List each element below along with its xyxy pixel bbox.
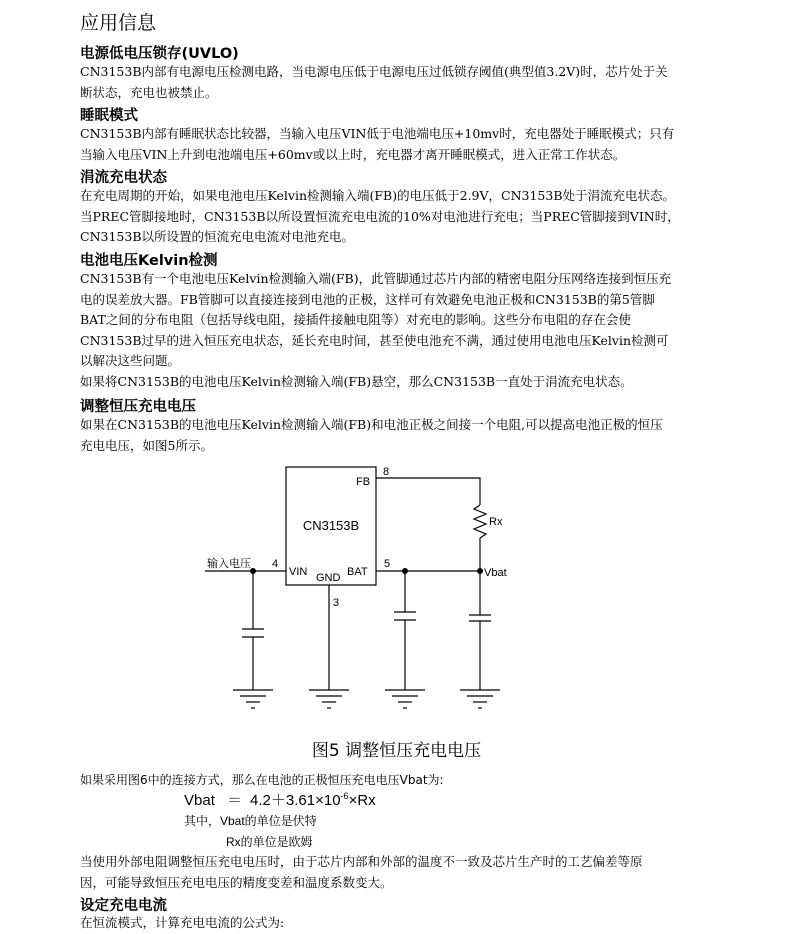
text-line: 当使用外部电阻调整恒压充电电压时，由于芯片内部和外部的温度不一致及芯片生产时的工艺偏差等原: [80, 854, 643, 869]
text-line: 如果在CN3153B的电池电压Kelvin检测输入端(FB)和电池正极之间接一个电阻,可以提高电池正极的恒压: [80, 417, 663, 432]
chip-name: CN3153B: [302, 518, 360, 533]
text-line: 当输入电压VIN上升到电池端电压+60mv或以上时，充电器才离开睡眠模式，进入正常工作状态。: [80, 146, 626, 162]
formula-lhs: Vbat: [184, 792, 215, 809]
formula: [184, 789, 376, 810]
formula-eq: ＝: [227, 792, 243, 809]
text-line: 充电电压，如图5所示。: [80, 437, 213, 453]
ground-symbol: [460, 690, 500, 708]
resistor-label: Rx: [489, 516, 503, 528]
page-title: 应用信息: [80, 12, 157, 34]
text-line: 断状态，充电也被禁止。: [80, 84, 218, 100]
text-line: CN3153B内部有睡眠状态比较器，当输入电压VIN低于电池端电压+10mv时，充电器处于睡眠模式；只有: [80, 126, 675, 141]
text-line: 当PREC管脚接地时，CN3153B以所设置恒流充电电流的10%对电池进行充电；当PREC管脚接到VIN时，: [80, 208, 680, 224]
text-line: BAT之间的分布电阻（包括导线电阻，接插件接触电阻等）对充电的影响。这些分布电阻的存在会使: [80, 312, 631, 327]
fb-wire: [376, 478, 480, 505]
text-line: 如果将CN3153B的电池电压Kelvin检测输入端(FB)悬空，那么CN3153B一直处于涓流充电状态。: [80, 373, 633, 389]
pin-label-vin: VIN: [289, 566, 308, 578]
text-line: CN3153B内部有电源电压检测电路，当电源电压低于电源电压过低锁存阈值(典型值3.2V)时，芯片处于关: [80, 64, 668, 79]
ground-symbol: [385, 690, 425, 708]
pin-number-bat: 5: [384, 558, 391, 570]
kelvin-heading: 电池电压Kelvin检测: [80, 253, 218, 269]
set-current-line: 在恒流模式，计算充电电流的公式为:: [80, 915, 285, 930]
pin-label-bat: BAT: [347, 566, 368, 578]
set-current-heading: 设定充电电流: [80, 898, 167, 914]
text-line: 在充电周期的开始，如果电池电压Kelvin检测输入端(FB)的电压低于2.9V，CN3153B处于涓流充电状态。: [80, 188, 676, 203]
text-line: 以解决这些问题。: [80, 353, 181, 368]
after-paragraph: [80, 852, 720, 893]
figure-caption: 图5 调整恒压充电电压: [311, 741, 482, 761]
adjust-heading: 调整恒压充电电压: [80, 399, 196, 415]
junction-dot: [477, 568, 483, 574]
pin-label-gnd: GND: [316, 572, 341, 584]
input-voltage-label: 输入电压: [207, 558, 251, 570]
formula-rhs-tail: ×Rx: [348, 792, 376, 809]
resistor-rx: [474, 505, 486, 538]
formula-rhs: 4.2＋3.61×10: [250, 792, 341, 809]
text-line: CN3153B过早的进入恒压充电状态，延长充电时间，甚至使电池充不满，通过使用电池电压Kelvin检测可: [80, 332, 669, 348]
trickle-heading: 涓流充电状态: [80, 170, 167, 186]
pin-number-vin: 4: [272, 558, 279, 570]
formula-exponent: -6: [340, 791, 349, 801]
vbat-label: Vbat: [484, 567, 507, 579]
text-line: CN3153B以所设置的恒流充电电流对电池充电。: [80, 229, 354, 244]
sleep-heading: 睡眠模式: [80, 108, 138, 124]
pin-number-gnd: 3: [333, 597, 340, 609]
formula-unit-vbat: 其中，Vbat的单位是伏特: [184, 814, 317, 828]
text-line: 因，可能导致恒压充电电压的精度变差和温度系数变大。: [80, 874, 393, 890]
uvlo-heading: 电源低电压锁存(UVLO): [80, 46, 239, 62]
pin-number-fb: 8: [383, 466, 390, 478]
pin-label-fb: FB: [356, 476, 371, 488]
ground-symbol: [309, 690, 349, 708]
ground-symbol: [233, 690, 273, 708]
formula-unit-rx: Rx的单位是欧姆: [226, 835, 313, 849]
junction-dot: [402, 568, 408, 574]
formula-intro: 如果采用图6中的连接方式，那么在电池的正极恒压充电电压Vbat为:: [80, 773, 444, 787]
text-line: 电的误差放大器。FB管脚可以直接连接到电池的正极，这样可有效避免电池正极和CN3153B的第5管脚: [80, 291, 655, 307]
text-line: CN3153B有一个电池电压Kelvin检测输入端(FB)，此管脚通过芯片内部的精密电阻分压网络连接到恒压充: [80, 271, 672, 286]
